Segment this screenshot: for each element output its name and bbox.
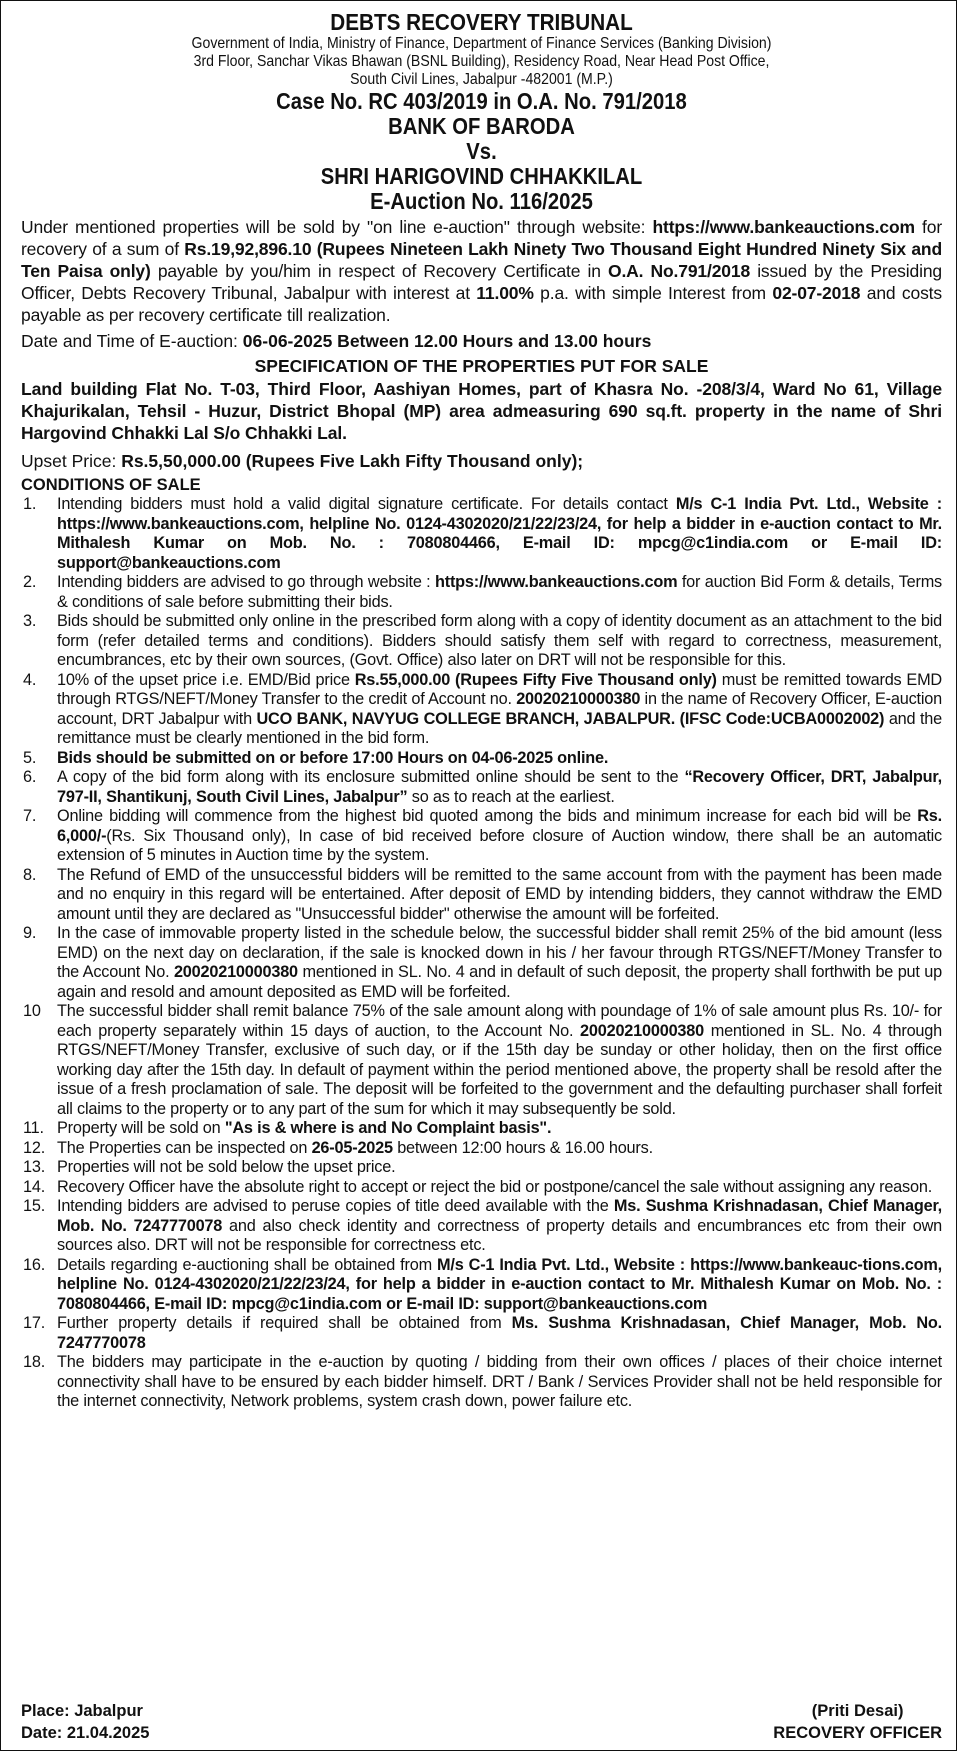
case-number: Case No. RC 403/2019 in O.A. No. 791/2018	[276, 88, 687, 114]
condition-text: https://www.bankeauctions.com	[434, 573, 678, 591]
condition-number: 10	[23, 1002, 41, 1020]
party-name: SHRI HARIGOVIND CHHAKKILAL	[320, 163, 643, 189]
condition-text: Property will be sold on	[57, 1119, 225, 1137]
condition-number: 4.	[23, 670, 37, 689]
condition-text: "As is & where is and No Complaint basis".	[224, 1119, 552, 1137]
condition-item	[21, 807, 942, 866]
condition-number: 12.	[23, 1138, 46, 1157]
condition-text: Bids should be submitted on or before 17:00 Hours on 04-06-2025 online.	[57, 748, 609, 767]
auction-datetime: Date and Time of E-auction: 06-06-2025 Between 12.00 Hours and 13.00 hours	[21, 331, 652, 351]
condition-number: 8.	[23, 865, 37, 884]
condition-text: In the case of immovable property listed in the schedule below, the successful bidder shall remit 25% of the bid amount (less EMD) on the next day on declaration, if the sale is knocked down in his / her favour through RTGS/NEFT/Money Transfer to the Account No.	[57, 924, 942, 981]
condition-text: 20020210000380	[580, 1021, 704, 1040]
condition-text: A copy of the bid form along with its enclosure submitted online should be sent to the	[57, 768, 685, 786]
condition-text: and the remittance must be clearly mentioned in the bid form.	[57, 709, 942, 747]
condition-text: The bidders may participate in the e-auction by quoting / bidding from their own offices / places of their choice internet connectivity shall have to be ensured by each bidder himself. DRT / Bank / Services Provider shall not be held responsible for the internet connectivity, Network problems, system crash down, power failure etc.	[57, 1353, 942, 1410]
condition-number: 2.	[23, 573, 37, 591]
condition-text: Ms. Sushma Krishnadasan, Chief Manager, Mob. No. 7247770078	[57, 1197, 943, 1235]
condition-number: 18.	[23, 1353, 46, 1371]
versus: Vs.	[466, 138, 497, 164]
condition-text: Intending bidders must hold a valid digital signature certificate. For details contact	[57, 495, 676, 513]
condition-number: 16.	[23, 1255, 46, 1274]
condition-text: and also check identity and correctness of property details and encumbrances etc from their own sources also. DRT will not be responsible for correctness etc.	[57, 1216, 943, 1254]
condition-item	[21, 612, 942, 671]
condition-text: Rs.55,000.00 (Rupees Fifty Five Thousand only)	[354, 670, 717, 689]
condition-item	[21, 1353, 942, 1412]
condition-item	[21, 495, 942, 573]
interest-from-date: 02-07-2018	[772, 283, 861, 303]
condition-text: The Refund of EMD of the unsuccessful bidders will be remitted to the same account from with the payment has been made and no enquiry in this regard will be entertained. After deposit of EMD by intending bidders, they cannot withdraw the EMD amount until they are declared as "Unsuccessful bidder" otherwise the amount will be forfeited.	[57, 865, 942, 923]
address-line-2: South Civil Lines, Jabalpur -482001 (M.P.)	[350, 71, 613, 88]
signatory-name: (Priti Desai)	[811, 1702, 904, 1720]
ministry-line: Government of India, Ministry of Finance, Department of Finance Services (Banking Division)	[191, 35, 772, 52]
condition-number: 15.	[23, 1197, 46, 1215]
condition-text: Ms. Sushma Krishnadasan, Chief Manager, Mob. No. 7247770078	[57, 1314, 943, 1352]
condition-text: The successful bidder shall remit balance 75% of the sale amount along with poundage of 1% of sale amount plus Rs. 10/- for each property separately within 15 days of auction, to the Account No.	[57, 1002, 942, 1040]
spec-title: SPECIFICATION OF THE PROPERTIES PUT FOR SALE	[254, 356, 709, 376]
website-link[interactable]: https://www.bankeauctions.com	[652, 217, 915, 237]
property-spec: Land building Flat No. T-03, Third Floor, Aashiyan Homes, part of Khasra No. -208/3/4, Ward No 61, Village Khajurikalan, Tehsil - Huzur, District Bhopal (MP) area admeasuring 690 sq.ft. property in the name of Shri Hargovind Chhakki Lal S/o Chhakki Lal.	[21, 379, 942, 443]
auction-number: E-Auction No. 116/2025	[370, 188, 593, 214]
condition-text: Properties will not be sold below the upset price.	[57, 1158, 396, 1176]
condition-number: 5.	[23, 748, 37, 767]
condition-text: must be remitted towards EMD through RTGS/NEFT/Money Transfer to the credit of Account no.	[57, 670, 942, 708]
condition-text: Online bidding will commence from the highest bid quoted among the bids and minimum increase for each bid will be	[57, 807, 918, 825]
condition-text: Intending bidders are advised to peruse copies of title deed available with the	[57, 1197, 614, 1215]
oa-number: O.A. No.791/2018	[607, 261, 751, 281]
condition-number: 1.	[23, 495, 37, 513]
condition-number: 13.	[23, 1158, 46, 1176]
condition-item	[21, 1197, 942, 1256]
condition-text: 10% of the upset price i.e. EMD/Bid price	[57, 670, 355, 689]
condition-number: 6.	[23, 768, 37, 786]
condition-number: 7.	[23, 807, 37, 825]
signature-block	[21, 1700, 942, 1744]
condition-item	[21, 1002, 942, 1119]
recovery-amount: Rs.19,92,896.10 (Rupees Nineteen Lakh Ninety Two Thousand Eight Hundred Ninety Six and Ten Paisa only)	[21, 239, 942, 281]
condition-text: UCO BANK, NAVYUG COLLEGE BRANCH, JABALPUR. (IFSC Code:UCBA0002002)	[256, 709, 885, 728]
upset-price: Upset Price: Rs.5,50,000.00 (Rupees Five Lakh Fifty Thousand only);	[21, 451, 584, 471]
condition-item	[21, 749, 942, 769]
address-line-1: 3rd Floor, Sanchar Vikas Bhawan (BSNL Building), Residency Road, Near Head Post Office,	[193, 53, 770, 70]
condition-text: mentioned in SL. No. 4 and in default of such deposit, the property shall forthwith be put up again and resold and amount deposited as EMD will be forfeited.	[57, 963, 942, 1001]
condition-text: (Rs. Six Thousand only), In case of bid received before closure of Auction window, there shall be an automatic extension of 5 minutes in Auction time by the system.	[57, 826, 942, 864]
place: Place: Jabalpur	[21, 1702, 143, 1720]
condition-text: 20020210000380	[173, 963, 298, 981]
condition-number: 14.	[23, 1177, 46, 1196]
intro-paragraph: Under mentioned properties will be sold by "on line e-auction" through website: https://www.bankeauctions.com for recovery of a sum of Rs.19,92,896.10 (Rupees Nineteen Lakh Ninety Two Thousand Eight Hundred Ninety Six and Ten Paisa only) payable by you/him in respect of Recovery Certificate in O.A. No.791/2018 issued by the Presiding Officer, Debts Recovery Tribunal, Jabalpur with interest at 11.00% p.a. with simple Interest from 02-07-2018 and costs payable as per recovery certificate till realization.	[21, 217, 943, 325]
condition-item	[21, 573, 942, 612]
condition-item	[21, 1158, 942, 1178]
condition-item	[21, 866, 942, 925]
condition-number: 11.	[23, 1119, 44, 1137]
condition-text: “Recovery Officer, DRT, Jabalpur, 797-II, Shantikunj, South Civil Lines, Jabalpur”	[57, 768, 942, 806]
conditions-title: CONDITIONS OF SALE	[21, 476, 201, 494]
interest-rate: 11.00%	[476, 283, 534, 303]
condition-number: 17.	[23, 1314, 46, 1332]
condition-text: The Properties can be inspected on	[57, 1138, 312, 1157]
condition-item	[21, 924, 942, 1002]
condition-item	[21, 1119, 942, 1139]
condition-number: 9.	[23, 924, 37, 942]
date: Date: 21.04.2025	[21, 1724, 150, 1742]
condition-text: for auction Bid Form & details, Terms & conditions of sale before submitting their bids.	[57, 573, 942, 611]
condition-text: Details regarding e-auctioning shall be obtained from	[57, 1255, 438, 1274]
condition-item	[21, 1256, 942, 1315]
condition-text: so as to reach at the earliest.	[407, 787, 615, 806]
condition-text: Bids should be submitted only online in the prescribed form along with a copy of identity document as an attachment to the bid form (refer detailed terms and conditions). Bidders should satisfy them self with regard to correctness, measurement, encumbrances, etc by their own sources, (Govt. Office) also later on DRT will not be responsible for this.	[57, 612, 942, 669]
condition-text: Intending bidders are advised to go through website :	[57, 573, 435, 591]
condition-number: 3.	[23, 612, 37, 630]
condition-text: M/s C-1 India Pvt. Ltd., Website : https://www.bankeauc-tions.com, helpline No. 0124-4302020/21/22/23/24, for help a bidder in e-auction contact to Mr. Mithalesh Kumar on Mob. No. : 7080804466, E-mail ID: mpcg@c1india.com or E-mail ID: support@bankeauctions.com	[57, 1255, 942, 1313]
condition-text: mentioned in SL. No. 4 through RTGS/NEFT/Money Transfer, exclusive of such day, or if the 15th day be sunday or other holiday, then on the first office working day after the 15th day. In default of payment within the period mentioned above, the property shall be resold after the issue of a fresh proclamation of sale. The deposit will be forfeited to the government and the defaulting purchaser shall forfeit all claims to the property or to any part of the sum for which it may subsequently be sold.	[57, 1021, 942, 1118]
condition-item	[21, 671, 942, 749]
condition-text: in the name of Recovery Officer, E-auction account, DRT Jabalpur with	[57, 690, 942, 728]
condition-text: Further property details if required shall be obtained from	[57, 1314, 512, 1332]
conditions-list	[21, 495, 942, 1412]
tribunal-title: DEBTS RECOVERY TRIBUNAL	[330, 9, 633, 35]
condition-text: Rs. 6,000/-	[57, 807, 942, 845]
condition-item	[21, 1314, 942, 1353]
condition-text: 26-05-2025	[311, 1138, 393, 1157]
condition-item	[21, 1139, 942, 1159]
condition-text: M/s C-1 India Pvt. Ltd., Website : https://www.bankeauctions.com, helpline No. 0124-4302020/21/22/23/24, for help a bidder in e-auction contact to Mr. Mithalesh Kumar on Mob. No. : 7080804466, E-mail ID: mpcg@c1india.com or E-mail ID: support@bankeauctions.com	[57, 495, 942, 572]
condition-text: between 12:00 hours & 16.00 hours.	[392, 1138, 653, 1157]
bank-name: BANK OF BARODA	[388, 113, 575, 139]
signatory-designation: RECOVERY OFFICER	[773, 1724, 942, 1742]
condition-item	[21, 1178, 942, 1198]
condition-item	[21, 768, 942, 807]
condition-text: Recovery Officer have the absolute right to accept or reject the bid or postpone/cancel the sale without assigning any reason.	[57, 1177, 933, 1196]
condition-text: 20020210000380	[516, 690, 641, 708]
